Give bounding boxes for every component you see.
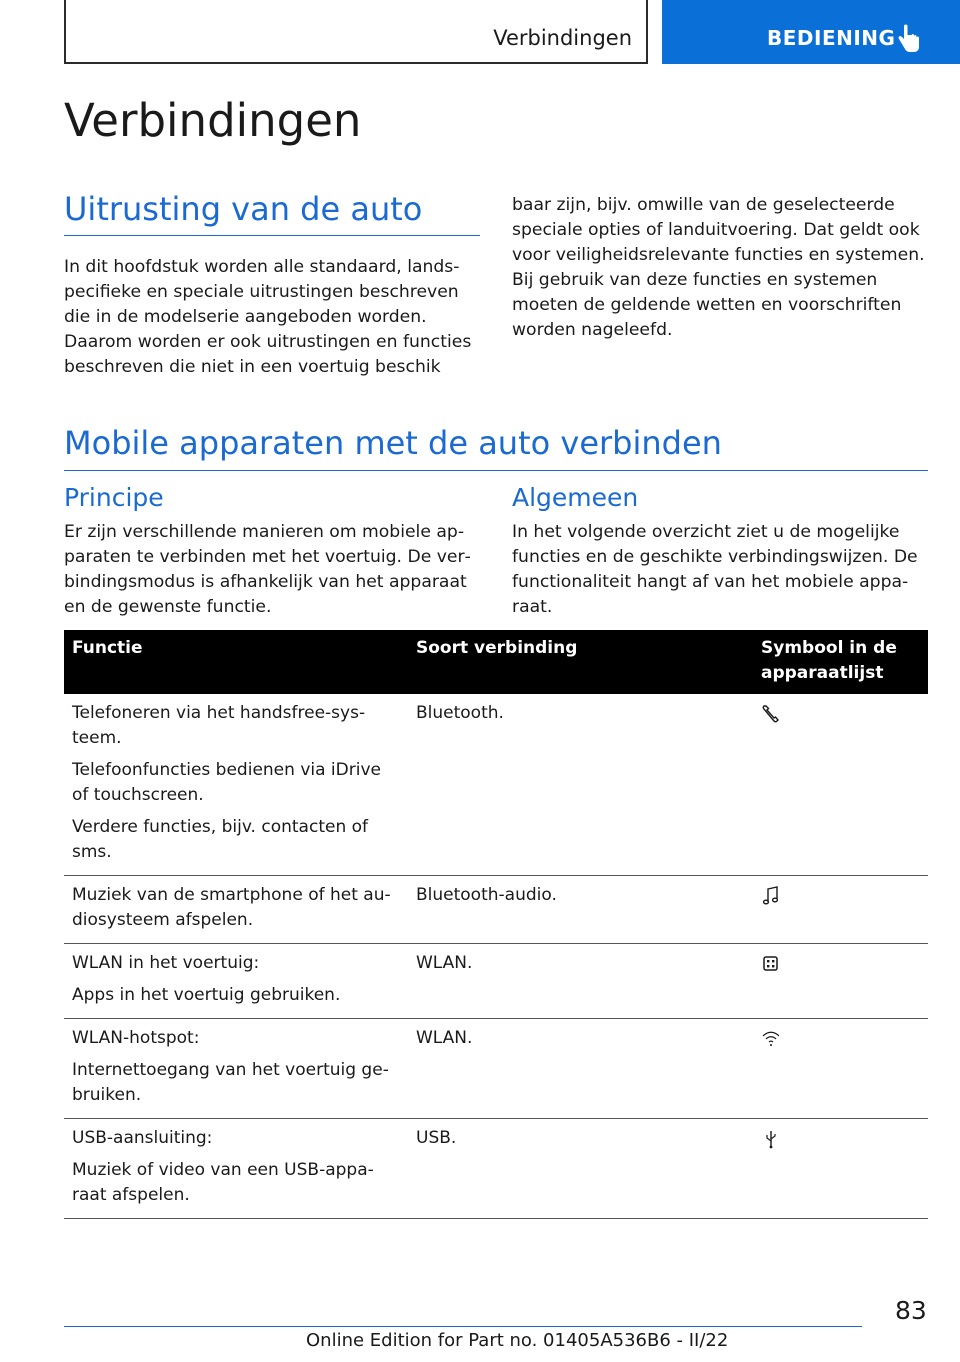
- table-cell-verbinding: Bluetooth.: [408, 694, 753, 876]
- connections-table: [64, 630, 928, 1219]
- header-section-title: Verbindingen: [493, 26, 632, 50]
- subheading-algemeen: Algemeen: [512, 483, 639, 512]
- functie-line: WLAN-hotspot:: [72, 1028, 200, 1048]
- table-cell-symbool: [753, 694, 928, 876]
- page-number: 83: [895, 1296, 927, 1325]
- functie-line: Telefoneren via het handsfree-systeem.: [72, 703, 366, 748]
- table-header-symbool: Symbool in de apparaatlijst: [753, 630, 928, 694]
- section-heading-mobile: Mobile apparaten met de auto verbinden: [64, 424, 722, 462]
- table-cell-functie: [64, 876, 408, 944]
- table-header-row: [64, 630, 928, 694]
- table-header-functie: Functie: [64, 630, 408, 694]
- subheading-principe: Principe: [64, 483, 164, 512]
- paragraph-uitrusting-left: In dit hoofdstuk worden alle standaard, landspecifieke en speciale uitrustingen beschreven die in de modelserie aangeboden worden. Daarom worden er ook uitrustingen en functies beschreven die niet in een voertuig beschik: [64, 257, 472, 377]
- table-cell-verbinding: USB.: [408, 1119, 753, 1219]
- table-cell-functie: [64, 1019, 408, 1119]
- apps-icon: [761, 953, 781, 975]
- functie-line: USB-aansluiting:: [72, 1128, 213, 1148]
- table-row: [64, 694, 928, 876]
- usb-icon: [761, 1128, 781, 1150]
- chapter-tab-label: BEDIENING: [767, 26, 896, 50]
- paragraph-uitrusting-right: baar zijn, bijv. omwille van de geselecteerde speciale opties of landuitvoering. Dat geldt ook voor veiligheidsrelevante functies en systemen. Bij gebruik van deze functies en systemen moeten de geldende wetten en voorschriften worden nageleefd.: [512, 195, 925, 340]
- functie-line: Apps in het voertuig gebruiken.: [72, 985, 341, 1005]
- section-heading-uitrusting: Uitrusting van de auto: [64, 190, 423, 228]
- table-row: [64, 944, 928, 1019]
- functie-line: Internettoegang van het voertuig gebruiken.: [72, 1060, 389, 1105]
- footer-edition: Online Edition for Part no. 01405A536B6 - II/22: [306, 1330, 729, 1351]
- section-rule: [64, 470, 928, 471]
- chapter-tab[interactable]: [662, 0, 960, 64]
- functie-line: Muziek van de smartphone of het audiosysteem afspelen.: [72, 885, 391, 930]
- section-rule: [64, 235, 480, 236]
- table-cell-functie: [64, 1119, 408, 1219]
- table-cell-verbinding: WLAN.: [408, 944, 753, 1019]
- table-row: [64, 1019, 928, 1119]
- table-cell-symbool: [753, 944, 928, 1019]
- functie-line: Verdere functies, bijv. contacten of sms.: [72, 817, 369, 862]
- table-cell-symbool: [753, 1119, 928, 1219]
- hand-pointer-icon: [895, 24, 921, 54]
- phone-icon: [761, 703, 781, 725]
- footer-rule: [64, 1326, 862, 1327]
- table-cell-functie: [64, 944, 408, 1019]
- table-cell-symbool: [753, 876, 928, 944]
- table-cell-verbinding: Bluetooth-audio.: [408, 876, 753, 944]
- functie-line: WLAN in het voertuig:: [72, 953, 260, 973]
- table-row: [64, 876, 928, 944]
- header-section-box: [64, 0, 648, 64]
- table-cell-functie: [64, 694, 408, 876]
- table-cell-verbinding: WLAN.: [408, 1019, 753, 1119]
- functie-line: Telefoonfuncties bedienen via iDrive of touchscreen.: [72, 760, 381, 805]
- functie-line: Muziek of video van een USB-apparaat afspelen.: [72, 1160, 374, 1205]
- table-cell-symbool: [753, 1019, 928, 1119]
- page-title: Verbindingen: [64, 94, 362, 147]
- paragraph-principe: Er zijn verschillende manieren om mobiele apparaten te verbinden met het voertuig. De verbindingsmodus is afhankelijk van het apparaat en de gewenste functie.: [64, 522, 471, 617]
- music-note-icon: [761, 885, 781, 907]
- table-row: [64, 1119, 928, 1219]
- wifi-icon: [761, 1028, 781, 1050]
- paragraph-algemeen: In het volgende overzicht ziet u de mogelijke functies en de geschikte verbindingswijzen. De functionaliteit hangt af van het mobiele apparaat.: [512, 522, 918, 617]
- table-header-verbinding: Soort verbinding: [408, 630, 753, 694]
